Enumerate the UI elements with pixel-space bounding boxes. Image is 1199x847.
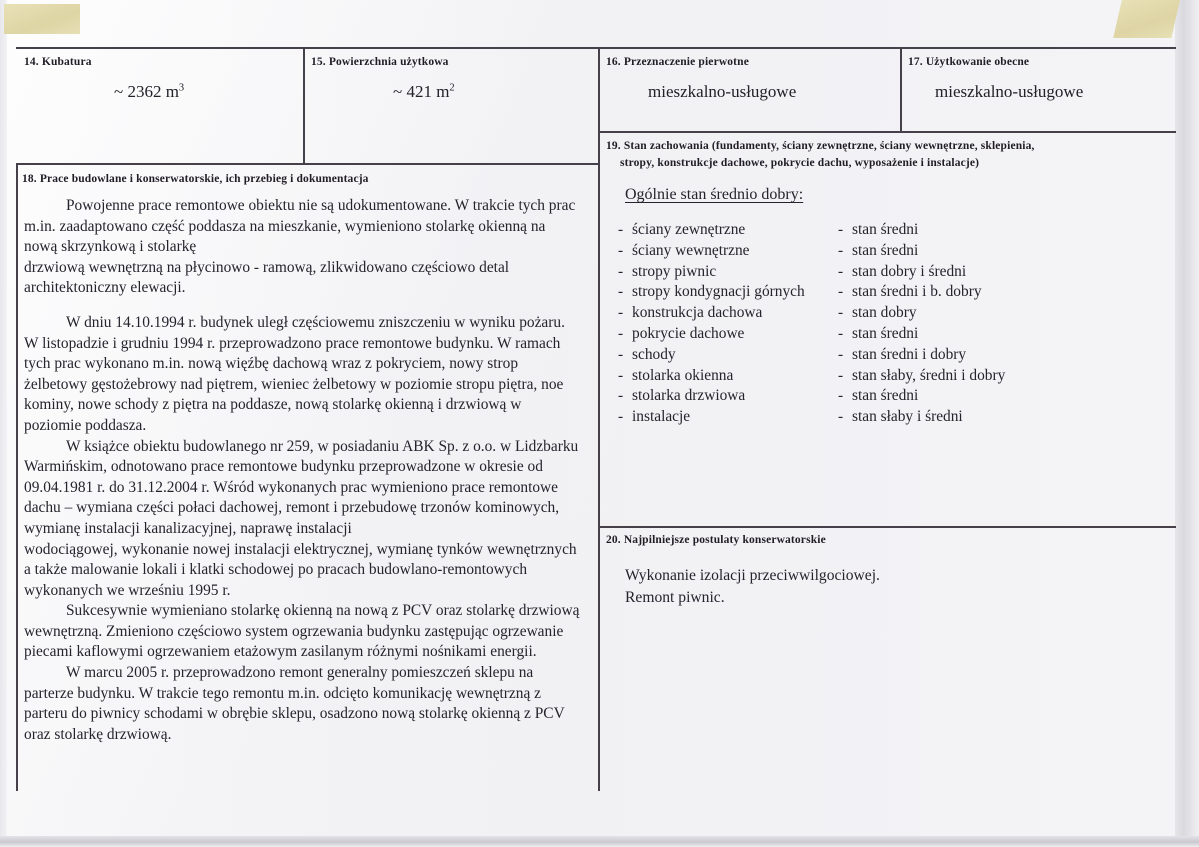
rule-left-border — [16, 163, 18, 791]
condition-part-name: ściany wewnętrzne — [632, 241, 750, 259]
condition-state-dash: - — [838, 408, 844, 426]
condition-row — [618, 386, 1088, 407]
field-14-value-exponent: 3 — [178, 82, 185, 94]
field-18-paragraph: W marcu 2005 r. przeprowadzono remont generalny pomieszczeń sklepu na parterze budynku. W trakcie tego remontu m.in. odcięto komunikację wewnętrzną z parteru do piwnicy schodami w obrębie sklepu, osadzono nową stolarkę okienną z PCV oraz stolarkę drzwiową. — [24, 664, 565, 743]
condition-row — [618, 324, 1088, 345]
condition-state-value: stan średni — [852, 241, 919, 259]
condition-state-value: stan średni — [852, 221, 919, 238]
field-18-paragraph: wodociągowej, wykonanie nowej instalacji elektrycznej, wymianę tynków wewnętrznych a także malowanie lokali i klatki schodowej po pracach budowlano-remontowych wykonanych we wrześniu 1995 r. — [24, 540, 577, 599]
condition-state-value: stan dobry i średni — [852, 262, 967, 280]
condition-bullet-dash: - — [618, 221, 624, 238]
condition-part-name: schody — [632, 345, 676, 363]
condition-bullet-dash: - — [618, 366, 624, 384]
condition-state-value: stan średni — [852, 324, 919, 342]
condition-bullet-dash: - — [618, 324, 624, 342]
condition-bullet-dash: - — [618, 304, 624, 322]
field-17-header: 17. Użytkowanie obecne — [908, 56, 1030, 68]
condition-row — [618, 220, 1088, 241]
condition-row — [618, 345, 1088, 366]
rule-divider-16-17 — [900, 47, 902, 131]
rule-divider-main-columns — [598, 47, 600, 791]
scan-artifact-top-left — [4, 4, 80, 34]
condition-state-value: stan słaby i średni — [852, 408, 963, 426]
field-14-value — [114, 80, 184, 104]
condition-part-name: stolarka okienna — [632, 366, 734, 384]
field-19-header-line-2: stropy, konstrukcje dachowe, pokrycie dachu, wyposażenie i instalacje) — [620, 156, 980, 169]
rule-divider-14-15 — [303, 47, 305, 163]
page-right-edge — [1175, 0, 1199, 847]
field-20-line: Wykonanie izolacji przeciwwilgociowej. — [625, 567, 880, 584]
condition-bullet-dash: - — [618, 241, 624, 259]
condition-state-value: stan średni i dobry — [852, 345, 967, 363]
condition-state-dash: - — [838, 241, 844, 259]
field-18-body — [24, 196, 580, 745]
condition-row — [618, 303, 1088, 324]
field-18-paragraph: Sukcesywnie wymieniano stolarkę okienną na nową z PCV oraz stolarkę drzwiową wewnętrzną. Zmieniono częściowo system ogrzewania budynku zastępując ogrzewanie piecami kaflowymi ogrzewaniem etażowym zasilanym różnymi nośnikami energii. — [24, 602, 580, 661]
condition-state-value: stan słaby, średni i dobry — [852, 366, 1006, 384]
condition-state-dash: - — [838, 262, 844, 280]
condition-row — [618, 366, 1088, 387]
condition-row — [618, 262, 1088, 283]
condition-bullet-dash: - — [618, 262, 624, 280]
field-18-paragraph: W książce obiektu budowlanego nr 259, w posiadaniu ABK Sp. z o.o. w Lidzbarku Warmińskim, odnotowano prace remontowe budynku przeprowadzone w okresie od 09.04.1981 r. do 31.12.2004 r. Wśród wykonanych prac wymieniono prace remontowe dachu – wymiana części połaci dachowej, remont i przebudowę trzonów kominowych, wymianę instalacji kanalizacyjnej, naprawę instalacji — [24, 437, 579, 537]
field-16-header: 16. Przeznaczenie pierwotne — [606, 56, 749, 68]
condition-part-name: instalacje — [632, 408, 691, 426]
field-14-header: 14. Kubatura — [24, 56, 92, 68]
condition-bullet-dash: - — [618, 345, 624, 363]
condition-state-dash: - — [838, 345, 844, 363]
field-14-value-number: ~ 2362 m — [114, 82, 179, 101]
condition-state-dash: - — [838, 304, 844, 322]
field-17-value: mieszkalno-usługowe — [935, 82, 1084, 101]
condition-part-name: pokrycie dachowe — [632, 324, 745, 342]
condition-bullet-dash: - — [618, 408, 624, 426]
field-18-header: 18. Prace budowlane i konserwatorskie, ich przebieg i dokumentacja — [22, 173, 369, 185]
field-15-value-exponent: 2 — [449, 82, 455, 94]
field-20-header: 20. Najpilniejsze postulaty konserwatorskie — [606, 534, 826, 546]
page-bottom-edge — [0, 836, 1199, 847]
condition-row — [618, 282, 1088, 303]
condition-part-name: stropy piwnic — [632, 262, 717, 280]
rule-top-right-block — [598, 47, 1176, 49]
condition-state-value: stan dobry — [852, 304, 917, 322]
condition-part-name: konstrukcja dachowa — [632, 304, 763, 322]
scan-artifact-top-right — [1113, 0, 1180, 38]
field-18-paragraph: W dniu 14.10.1994 r. budynek uległ częściowemu zniszczeniu w wyniku pożaru. W listopadzie i grudniu 1994 r. przeprowadzono prace remontowe budynku. W ramach tych prac wykonano m.in. nową więźbę dachową wraz z pokryciem, nowy strop żelbetowy gęstożebrowy nad piętrem, wieniec żelbetowy w poziomie stropu piętra, noe kominy, nowe schody z piętra na poddasze, nową stolarkę okienną i drzwiową w poziomie poddasza. — [24, 313, 565, 434]
field-19-header-line-1: 19. Stan zachowania (fundamenty, ściany zewnętrzne, ściany wewnętrzne, sklepienia, — [606, 140, 1035, 152]
field-19-header — [606, 138, 1035, 171]
condition-state-dash: - — [838, 387, 844, 405]
condition-state-value: stan średni i b. dobry — [852, 283, 982, 301]
field-20-line: Remont piwnic. — [625, 589, 725, 606]
condition-row — [618, 407, 1088, 428]
condition-state-dash: - — [838, 283, 844, 301]
rule-top-left-block — [16, 47, 598, 49]
field-16-value: mieszkalno-usługowe — [648, 82, 797, 101]
condition-bullet-dash: - — [618, 387, 624, 405]
condition-part-name: ściany zewnętrzne — [632, 221, 746, 238]
condition-state-dash: - — [838, 221, 844, 238]
condition-list — [618, 220, 1088, 428]
field-18-paragraph: Powojenne prace remontowe obiektu nie są udokumentowane. W trakcie tych prac m.in. zaadaptowano część poddasza na mieszkanie, wymieniono stolarkę okienną na nową skrzynkową i stolarkę — [24, 197, 576, 256]
condition-state-value: stan średni — [852, 387, 919, 405]
condition-part-name: stropy kondygnacji górnych — [632, 283, 805, 301]
condition-row — [618, 241, 1088, 262]
field-15-value — [393, 80, 455, 104]
rule-above-field19 — [598, 131, 1176, 133]
field-15-header: 15. Powierzchnia użytkowa — [311, 56, 449, 68]
field-18-paragraph: drzwiową wewnętrzną na płycinowo - ramową, zlikwidowano częściowo detal architektoniczny elewacji. — [24, 258, 510, 297]
condition-state-dash: - — [838, 366, 844, 384]
condition-state-dash: - — [838, 324, 844, 342]
condition-bullet-dash: - — [618, 283, 624, 301]
page-left-edge — [0, 0, 7, 847]
field-15-value-number: ~ 421 m — [393, 82, 450, 101]
rule-above-field20 — [598, 526, 1176, 528]
condition-part-name: stolarka drzwiowa — [632, 387, 746, 405]
field-19-summary: Ogólnie stan średnio dobry: — [625, 186, 804, 203]
field-20-body — [625, 565, 1095, 609]
rule-above-field18 — [16, 163, 598, 165]
